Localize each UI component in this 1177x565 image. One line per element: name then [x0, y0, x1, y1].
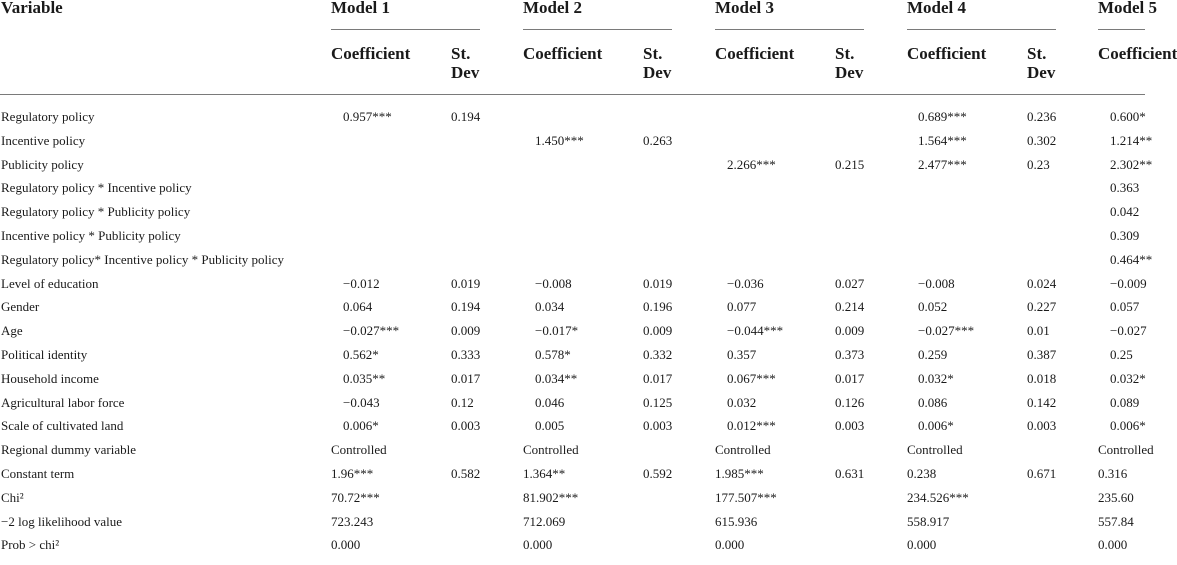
coefficient-cell: 0.032	[727, 395, 757, 410]
std-dev-header: Dev	[1027, 63, 1056, 82]
coefficient-cell: 1.364**	[523, 466, 566, 481]
std-dev-cell: 0.009	[835, 323, 865, 338]
model-1-header: Model 1	[331, 0, 391, 17]
coefficient-cell: 235.60	[1098, 490, 1134, 505]
std-dev-cell: 0.671	[1027, 466, 1057, 481]
coefficient-cell: 0.034**	[535, 371, 578, 386]
coefficient-cell: 0.000	[907, 537, 937, 552]
coefficient-cell: 0.25	[1110, 347, 1133, 362]
coefficient-cell: −0.044***	[727, 323, 784, 338]
model-2-header: Model 2	[523, 0, 583, 17]
coefficient-cell: 0.067***	[727, 371, 776, 386]
std-dev-cell: 0.332	[643, 347, 673, 362]
std-dev-cell: 0.631	[835, 466, 865, 481]
coefficient-cell: Controlled	[907, 442, 963, 457]
std-dev-cell: 0.024	[1027, 276, 1057, 291]
variable-column-header: Variable	[1, 0, 63, 17]
coefficient-cell: −0.008	[535, 276, 572, 291]
std-dev-cell: 0.01	[1027, 323, 1050, 338]
coefficient-cell: 0.000	[1098, 537, 1128, 552]
coefficient-cell: −0.008	[918, 276, 955, 291]
coefficient-cell: 0.363	[1110, 180, 1140, 195]
coefficient-cell: 1.214**	[1110, 133, 1153, 148]
coefficient-cell: 0.032*	[1110, 371, 1146, 386]
table-row-variable: Regulatory policy* Incentive policy * Publicity policy	[1, 252, 285, 267]
coefficient-cell: 2.266***	[727, 157, 776, 172]
coefficient-cell: 615.936	[715, 514, 758, 529]
coefficient-cell: 0.034	[535, 299, 565, 314]
table-row-variable: Level of education	[1, 276, 99, 291]
model-3-header: Model 3	[715, 0, 775, 17]
std-dev-header: St.	[451, 44, 471, 63]
std-dev-header: St.	[643, 44, 663, 63]
coefficient-cell: 0.578*	[535, 347, 571, 362]
std-dev-cell: 0.125	[643, 395, 673, 410]
table-row-variable: Incentive policy * Publicity policy	[1, 228, 181, 243]
std-dev-cell: 0.227	[1027, 299, 1057, 314]
coefficient-cell: 0.357	[727, 347, 757, 362]
coefficient-cell: 1.985***	[715, 466, 764, 481]
coefficient-cell: 0.005	[535, 418, 565, 433]
std-dev-cell: 0.302	[1027, 133, 1057, 148]
table-row-variable: Constant term	[1, 466, 75, 481]
coefficient-cell: Controlled	[331, 442, 387, 457]
coefficient-cell: 0.464**	[1110, 252, 1153, 267]
std-dev-cell: 0.373	[835, 347, 865, 362]
table-row-variable: Household income	[1, 371, 99, 386]
table-row-variable: −2 log likelihood value	[1, 514, 123, 529]
coefficient-cell: 712.069	[523, 514, 566, 529]
table-row-variable: Scale of cultivated land	[1, 418, 124, 433]
model-4-header: Model 4	[907, 0, 967, 17]
std-dev-cell: 0.12	[451, 395, 474, 410]
coefficient-cell: 0.035**	[343, 371, 386, 386]
std-dev-cell: 0.009	[643, 323, 673, 338]
std-dev-cell: 0.017	[835, 371, 865, 386]
coefficient-cell: Controlled	[1098, 442, 1154, 457]
table-row-variable: Age	[1, 323, 23, 338]
coefficient-cell: 0.689***	[918, 109, 967, 124]
coefficient-cell: 558.917	[907, 514, 950, 529]
std-dev-cell: 0.582	[451, 466, 481, 481]
std-dev-cell: 0.263	[643, 133, 673, 148]
std-dev-cell: 0.387	[1027, 347, 1057, 362]
std-dev-cell: 0.018	[1027, 371, 1057, 386]
coefficient-cell: −0.017*	[535, 323, 579, 338]
coefficient-header: Coefficient	[907, 44, 987, 63]
coefficient-cell: 1.450***	[535, 133, 584, 148]
std-dev-cell: 0.019	[451, 276, 481, 291]
coefficient-cell: 0.309	[1110, 228, 1140, 243]
coefficient-cell: −0.012	[343, 276, 380, 291]
table-row-variable: Political identity	[1, 347, 88, 362]
std-dev-cell: 0.003	[1027, 418, 1057, 433]
coefficient-cell: 81.902***	[523, 490, 579, 505]
coefficient-cell: 0.006*	[1110, 418, 1146, 433]
coefficient-cell: 0.042	[1110, 204, 1140, 219]
std-dev-header: Dev	[835, 63, 864, 82]
table-row-variable: Regulatory policy * Publicity policy	[1, 204, 191, 219]
coefficient-cell: 0.032*	[918, 371, 954, 386]
std-dev-cell: 0.019	[643, 276, 673, 291]
coefficient-cell: 0.562*	[343, 347, 379, 362]
coefficient-cell: 1.564***	[918, 133, 967, 148]
std-dev-header: St.	[1027, 44, 1047, 63]
std-dev-cell: 0.592	[643, 466, 673, 481]
coefficient-cell: 234.526***	[907, 490, 969, 505]
coefficient-cell: −0.009	[1110, 276, 1147, 291]
table-row-variable: Publicity policy	[1, 157, 84, 172]
coefficient-cell: 0.316	[1098, 466, 1128, 481]
std-dev-cell: 0.196	[643, 299, 673, 314]
coefficient-cell: 2.477***	[918, 157, 967, 172]
coefficient-cell: 2.302**	[1110, 157, 1153, 172]
std-dev-cell: 0.003	[835, 418, 865, 433]
coefficient-header: Coefficient	[331, 44, 411, 63]
std-dev-header: Dev	[451, 63, 480, 82]
table-row-variable: Regulatory policy * Incentive policy	[1, 180, 192, 195]
std-dev-cell: 0.194	[451, 109, 481, 124]
table-row-variable: Regional dummy variable	[1, 442, 137, 457]
coefficient-cell: 0.000	[331, 537, 361, 552]
coefficient-cell: −0.027***	[918, 323, 975, 338]
std-dev-cell: 0.194	[451, 299, 481, 314]
coefficient-cell: 0.006*	[343, 418, 379, 433]
model-5-header: Model 5	[1098, 0, 1158, 17]
coefficient-cell: −0.036	[727, 276, 764, 291]
coefficient-cell: 0.238	[907, 466, 937, 481]
coefficient-cell: Controlled	[715, 442, 771, 457]
std-dev-cell: 0.236	[1027, 109, 1057, 124]
coefficient-cell: 0.012***	[727, 418, 776, 433]
table-row-variable: Regulatory policy	[1, 109, 95, 124]
coefficient-cell: 0.052	[918, 299, 948, 314]
std-dev-header: Dev	[643, 63, 672, 82]
table-row-variable: Agricultural labor force	[1, 395, 125, 410]
std-dev-header: St.	[835, 44, 855, 63]
coefficient-cell: −0.027	[1110, 323, 1147, 338]
coefficient-header: Coefficient	[715, 44, 795, 63]
std-dev-cell: 0.027	[835, 276, 865, 291]
std-dev-cell: 0.214	[835, 299, 865, 314]
std-dev-cell: 0.017	[643, 371, 673, 386]
coefficient-cell: 0.259	[918, 347, 948, 362]
std-dev-cell: 0.215	[835, 157, 865, 172]
table-row-variable: Chi²	[1, 490, 24, 505]
coefficient-header: Coefficient	[1098, 44, 1177, 63]
coefficient-header: Coefficient	[523, 44, 603, 63]
coefficient-cell: Controlled	[523, 442, 579, 457]
coefficient-cell: 723.243	[331, 514, 374, 529]
std-dev-cell: 0.333	[451, 347, 481, 362]
std-dev-cell: 0.017	[451, 371, 481, 386]
coefficient-cell: 0.077	[727, 299, 757, 314]
coefficient-cell: 0.046	[535, 395, 565, 410]
coefficient-cell: 0.089	[1110, 395, 1140, 410]
table-row-variable: Incentive policy	[1, 133, 86, 148]
coefficient-cell: 177.507***	[715, 490, 777, 505]
coefficient-cell: 1.96***	[331, 466, 374, 481]
coefficient-cell: −0.027***	[343, 323, 400, 338]
coefficient-cell: 0.064	[343, 299, 373, 314]
coefficient-cell: 0.000	[715, 537, 745, 552]
std-dev-cell: 0.003	[451, 418, 481, 433]
std-dev-cell: 0.23	[1027, 157, 1050, 172]
coefficient-cell: 557.84	[1098, 514, 1134, 529]
coefficient-cell: 0.086	[918, 395, 948, 410]
std-dev-cell: 0.126	[835, 395, 865, 410]
std-dev-cell: 0.009	[451, 323, 481, 338]
coefficient-cell: −0.043	[343, 395, 380, 410]
coefficient-cell: 70.72***	[331, 490, 380, 505]
coefficient-cell: 0.600*	[1110, 109, 1146, 124]
table-row-variable: Gender	[1, 299, 40, 314]
coefficient-cell: 0.957***	[343, 109, 392, 124]
table-row-variable: Prob > chi²	[1, 537, 60, 552]
coefficient-cell: 0.006*	[918, 418, 954, 433]
coefficient-cell: 0.057	[1110, 299, 1140, 314]
coefficient-cell: 0.000	[523, 537, 553, 552]
std-dev-cell: 0.142	[1027, 395, 1057, 410]
std-dev-cell: 0.003	[643, 418, 673, 433]
